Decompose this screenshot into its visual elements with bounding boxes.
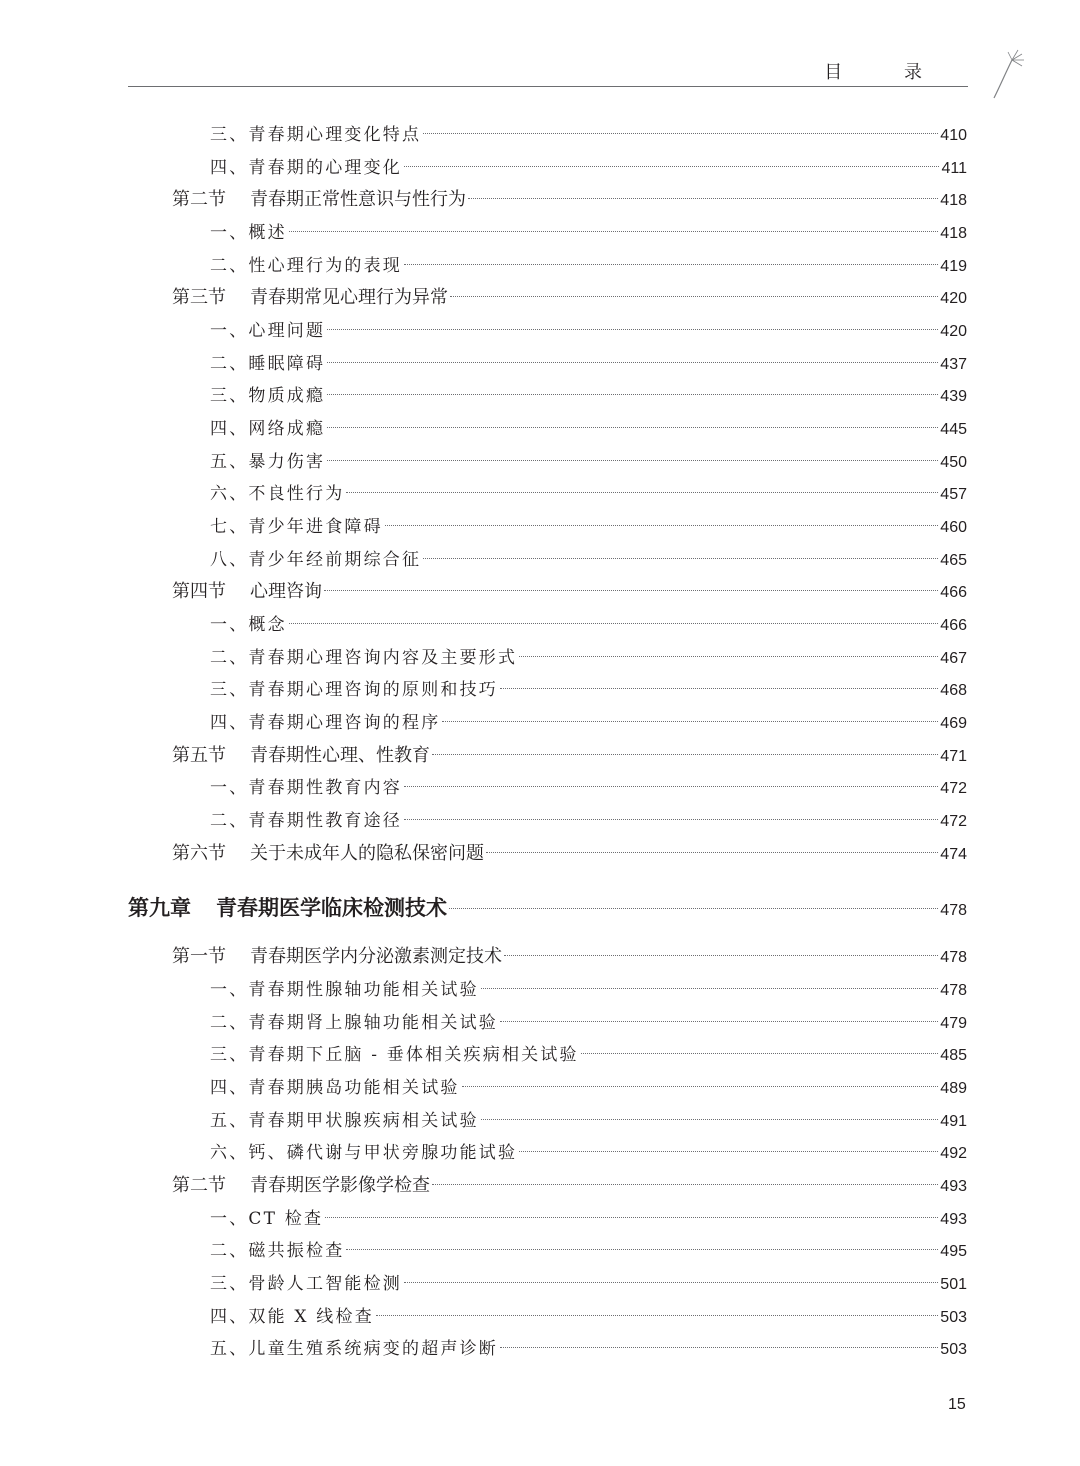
toc-page: 492 — [940, 1145, 967, 1162]
toc-page: 437 — [940, 356, 967, 373]
dot-leader — [385, 525, 938, 526]
toc-page: 420 — [940, 323, 967, 340]
dot-leader — [327, 460, 938, 461]
toc-page: 478 — [940, 949, 967, 966]
toc-title: 四、双能 X 线检查 — [210, 1307, 374, 1327]
toc-item[interactable] — [210, 1010, 967, 1036]
toc-item[interactable] — [210, 677, 967, 703]
dot-leader — [404, 786, 938, 787]
toc-label — [210, 547, 421, 573]
dot-leader — [449, 908, 938, 909]
toc-page: 491 — [940, 1113, 967, 1130]
toc-label — [210, 808, 402, 834]
toc-label — [210, 449, 325, 475]
dot-leader — [346, 492, 938, 493]
toc-page: 450 — [940, 454, 967, 471]
toc-label — [210, 1010, 498, 1036]
toc-section[interactable] — [172, 579, 967, 605]
dot-leader — [486, 852, 938, 853]
toc-label — [210, 710, 440, 736]
toc-title: 一、心理问题 — [210, 321, 326, 341]
toc-label — [210, 383, 325, 409]
dot-leader — [327, 394, 938, 395]
toc-page: 495 — [940, 1243, 967, 1260]
toc-title: 一、概念 — [210, 615, 287, 635]
toc-item[interactable] — [210, 612, 967, 638]
toc-item[interactable] — [210, 977, 967, 1003]
toc-item[interactable] — [210, 155, 967, 181]
toc-page: 485 — [940, 1047, 967, 1064]
toc-label — [210, 514, 383, 540]
dot-leader — [404, 264, 938, 265]
toc-title: 五、暴力伤害 — [210, 452, 326, 472]
toc-page: 478 — [940, 902, 967, 919]
toc-title: 五、青春期甲状腺疾病相关试验 — [210, 1111, 479, 1131]
toc-page: 503 — [940, 1341, 967, 1358]
toc-item[interactable] — [210, 1271, 967, 1297]
toc-label — [210, 253, 402, 279]
toc-item[interactable] — [210, 547, 967, 573]
toc-title: 二、青春期性教育途径 — [210, 811, 402, 831]
toc-item[interactable] — [210, 318, 967, 344]
toc-label — [210, 1042, 579, 1068]
dot-leader — [442, 721, 938, 722]
dot-leader — [500, 1021, 938, 1022]
toc-title: 青春期常见心理行为异常 — [250, 287, 448, 308]
toc-item[interactable] — [210, 220, 967, 246]
dot-leader — [404, 819, 938, 820]
toc-title: 二、性心理行为的表现 — [210, 256, 402, 276]
toc-title: 八、青少年经前期综合征 — [210, 550, 422, 570]
toc-title: 六、不良性行为 — [210, 484, 345, 504]
toc-title: 二、睡眠障碍 — [210, 354, 326, 374]
toc-page: 457 — [940, 486, 967, 503]
toc-title: 关于未成年人的隐私保密问题 — [250, 843, 484, 864]
toc-title: 一、CT 检查 — [210, 1209, 324, 1229]
dot-leader — [289, 623, 938, 624]
toc-title: 五、儿童生殖系统病变的超声诊断 — [210, 1339, 498, 1359]
toc-title: 一、概述 — [210, 223, 287, 243]
dot-leader — [423, 558, 938, 559]
toc-label — [210, 1140, 517, 1166]
toc-title: 青春期性心理、性教育 — [250, 745, 430, 766]
toc-item[interactable] — [210, 383, 967, 409]
toc-item[interactable] — [210, 808, 967, 834]
toc-title: 心理咨询 — [250, 581, 322, 602]
toc-page: 471 — [940, 748, 967, 765]
toc-page: 479 — [940, 1015, 967, 1032]
toc-label — [210, 1336, 498, 1362]
toc-title: 七、青少年进食障碍 — [210, 517, 383, 537]
toc-label — [210, 1304, 374, 1330]
dot-leader — [432, 754, 938, 755]
dot-leader — [324, 590, 938, 591]
toc-page: 419 — [940, 258, 967, 275]
toc-label — [210, 1108, 479, 1134]
dot-leader — [327, 427, 938, 428]
dot-leader — [500, 688, 938, 689]
toc-title: 三、青春期下丘脑 - 垂体相关疾病相关试验 — [210, 1045, 579, 1065]
toc-title: 三、物质成瘾 — [210, 386, 326, 406]
toc-title: 二、青春期肾上腺轴功能相关试验 — [210, 1013, 498, 1033]
toc-item[interactable] — [210, 1140, 967, 1166]
toc-item[interactable] — [210, 514, 967, 540]
toc-page: 418 — [940, 225, 967, 242]
toc-page: 439 — [940, 388, 967, 405]
dandelion-icon — [988, 48, 1028, 100]
toc-label — [172, 285, 448, 311]
toc-page: 493 — [940, 1211, 967, 1228]
toc-label — [172, 579, 322, 605]
toc-label — [210, 612, 287, 638]
toc-label — [172, 1173, 430, 1199]
toc-section[interactable] — [172, 944, 967, 970]
page-number: 15 — [948, 1396, 966, 1413]
dot-leader — [327, 362, 938, 363]
toc-page: 469 — [940, 715, 967, 732]
toc-section[interactable] — [172, 743, 967, 769]
toc-item[interactable] — [210, 1206, 967, 1232]
toc-page: 418 — [940, 192, 967, 209]
toc-label — [172, 944, 502, 970]
toc-page: 474 — [940, 846, 967, 863]
toc-item[interactable] — [210, 351, 967, 377]
toc-page: 472 — [940, 813, 967, 830]
toc-title: 六、钙、磷代谢与甲状旁腺功能试验 — [210, 1143, 518, 1163]
toc-label — [210, 318, 325, 344]
header-title: 目 录 — [824, 62, 950, 83]
toc-page: 489 — [940, 1080, 967, 1097]
toc-page: 466 — [940, 617, 967, 634]
dot-leader — [468, 198, 938, 199]
toc-label — [210, 416, 325, 442]
toc-title: 四、青春期心理咨询的程序 — [210, 713, 441, 733]
dot-leader — [481, 988, 938, 989]
dot-leader — [327, 329, 938, 330]
toc-label — [210, 645, 517, 671]
toc-page: 467 — [940, 650, 967, 667]
toc-label — [172, 841, 484, 867]
dot-leader — [581, 1053, 939, 1054]
toc-label — [210, 1238, 344, 1264]
toc-item[interactable] — [210, 449, 967, 475]
toc-page: 503 — [940, 1309, 967, 1326]
dot-leader — [404, 1282, 938, 1283]
toc-item[interactable] — [210, 1108, 967, 1134]
dot-leader — [376, 1315, 938, 1316]
toc-title: 四、网络成瘾 — [210, 419, 326, 439]
toc-page: 445 — [940, 421, 967, 438]
toc-section[interactable] — [172, 1173, 967, 1199]
dot-leader — [325, 1217, 938, 1218]
toc-section[interactable] — [172, 187, 967, 213]
dot-leader — [450, 296, 938, 297]
toc-item[interactable] — [210, 645, 967, 671]
toc-number: 第九章 — [128, 896, 191, 920]
toc-page: 466 — [940, 584, 967, 601]
dot-leader — [462, 1086, 939, 1087]
toc-label — [210, 122, 421, 148]
dot-leader — [500, 1347, 938, 1348]
toc-label — [210, 481, 344, 507]
toc-label — [210, 677, 498, 703]
dot-leader — [481, 1119, 938, 1120]
toc-title: 四、青春期胰岛功能相关试验 — [210, 1078, 460, 1098]
toc-label — [210, 1075, 460, 1101]
toc-item[interactable] — [210, 416, 967, 442]
toc-title: 三、青春期心理变化特点 — [210, 125, 422, 145]
dot-leader — [519, 1151, 938, 1152]
toc-number: 第三节 — [172, 287, 226, 308]
toc-item[interactable] — [210, 1042, 967, 1068]
toc-page: 501 — [940, 1276, 967, 1293]
toc-title: 一、青春期性教育内容 — [210, 778, 402, 798]
dot-leader — [432, 1184, 938, 1185]
dot-leader — [423, 133, 938, 134]
running-header — [128, 58, 968, 87]
toc-chapter[interactable] — [128, 893, 967, 923]
toc-page: 493 — [940, 1178, 967, 1195]
toc-number: 第一节 — [172, 946, 226, 967]
toc-label — [210, 155, 402, 181]
toc-item[interactable] — [210, 710, 967, 736]
toc-number: 第二节 — [172, 1175, 226, 1196]
toc-title: 四、青春期的心理变化 — [210, 158, 402, 178]
toc-label — [172, 187, 466, 213]
toc-label — [210, 775, 402, 801]
toc-number: 第五节 — [172, 745, 226, 766]
toc-item[interactable] — [210, 775, 967, 801]
toc-title: 青春期医学临床检测技术 — [216, 896, 447, 920]
toc-label — [172, 743, 430, 769]
toc-label — [210, 1206, 323, 1232]
toc-item[interactable] — [210, 1336, 967, 1362]
toc-item[interactable] — [210, 1075, 967, 1101]
toc-item[interactable] — [210, 481, 967, 507]
dot-leader — [504, 955, 938, 956]
toc-item[interactable] — [210, 1304, 967, 1330]
toc-title: 二、磁共振检查 — [210, 1241, 345, 1261]
toc-title: 青春期正常性意识与性行为 — [250, 189, 466, 210]
toc-number: 第二节 — [172, 189, 226, 210]
toc-item[interactable] — [210, 122, 967, 148]
toc-title: 一、青春期性腺轴功能相关试验 — [210, 980, 479, 1000]
toc-item[interactable] — [210, 1238, 967, 1264]
toc-item[interactable] — [210, 253, 967, 279]
toc-label — [210, 1271, 402, 1297]
toc-label — [128, 893, 447, 923]
toc-page: 411 — [941, 160, 967, 177]
toc-label — [210, 220, 287, 246]
toc-title: 三、青春期心理咨询的原则和技巧 — [210, 680, 498, 700]
toc-section[interactable] — [172, 841, 967, 867]
dot-leader — [289, 231, 938, 232]
toc-title: 二、青春期心理咨询内容及主要形式 — [210, 648, 518, 668]
toc-label — [210, 977, 479, 1003]
toc-page: 420 — [940, 290, 967, 307]
dot-leader — [346, 1249, 938, 1250]
toc-page: 472 — [940, 780, 967, 797]
toc-number: 第四节 — [172, 581, 226, 602]
toc-section[interactable] — [172, 285, 967, 311]
toc-label — [210, 351, 325, 377]
dot-leader — [519, 656, 938, 657]
toc-page: 410 — [940, 127, 967, 144]
toc-title: 青春期医学内分泌激素测定技术 — [250, 946, 502, 967]
dot-leader — [404, 166, 939, 167]
toc-page: 478 — [940, 982, 967, 999]
toc-page: 468 — [940, 682, 967, 699]
toc-page: 460 — [940, 519, 967, 536]
toc-title: 青春期医学影像学检查 — [250, 1175, 430, 1196]
toc-page: 465 — [940, 552, 967, 569]
toc-number: 第六节 — [172, 843, 226, 864]
toc-title: 三、骨龄人工智能检测 — [210, 1274, 402, 1294]
